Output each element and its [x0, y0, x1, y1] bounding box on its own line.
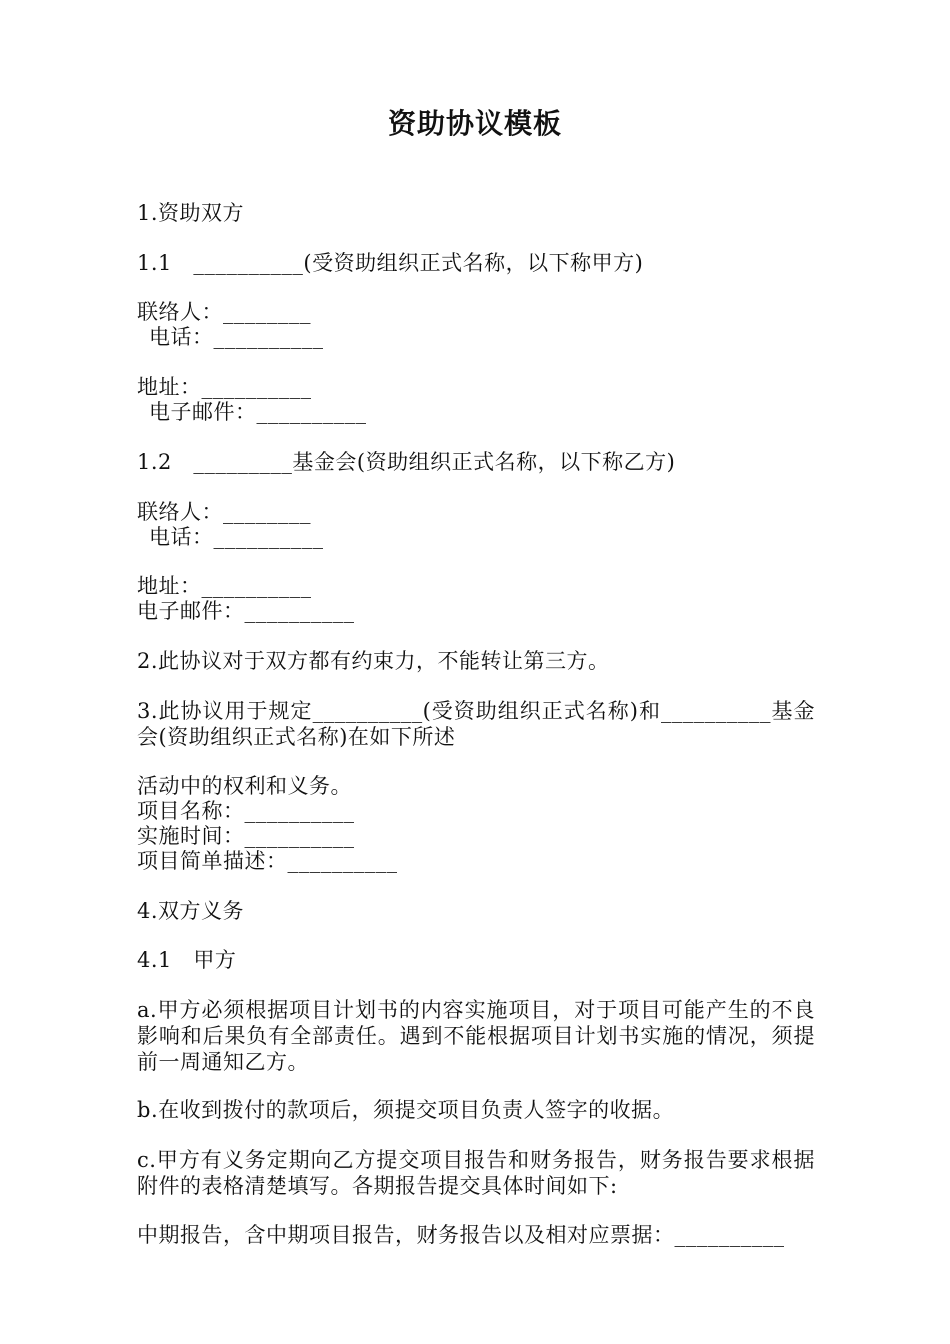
section-3-purpose: 3.此协议用于规定__________(受资助组织正式名称)和__________基金会(资助组织正式名称)在如下所述: [137, 699, 815, 749]
obligation-c: c.甲方有义务定期向乙方提交项目报告和财务报告，财务报告要求根据附件的表格清楚填写。各期报告提交具体时间如下:: [137, 1148, 815, 1198]
section-2-binding: 2.此协议对于双方都有约束力，不能转让第三方。: [137, 649, 610, 673]
implementation-time-field: 实施时间：__________: [137, 824, 355, 848]
midterm-report-line: 中期报告，含中期项目报告，财务报告以及相对应票据：__________: [137, 1223, 785, 1247]
section-4-1-party-a: 4.1 甲方: [137, 948, 237, 972]
party-a-contact: 联络人：________: [137, 300, 311, 324]
obligation-a: a.甲方必须根据项目计划书的内容实施项目，对于项目可能产生的不良影响和后果负有全部责任。遇到不能根据项目计划书实施的情况，须提前一周通知乙方。: [137, 998, 815, 1074]
section-4-heading: 4.双方义务: [137, 899, 245, 923]
activity-rights-line: 活动中的权利和义务。: [137, 774, 352, 798]
document-title: 资助协议模板: [387, 107, 562, 140]
obligation-b: b.在收到拨付的款项后，须提交项目负责人签字的收据。: [137, 1098, 675, 1122]
party-a-email: 电子邮件：__________: [149, 400, 367, 424]
party-b-phone: 电话：__________: [149, 525, 324, 549]
party-a-phone: 电话：__________: [149, 325, 324, 349]
section-1-2-party-b: 1.2 _________基金会(资助组织正式名称，以下称乙方): [137, 450, 676, 474]
project-description-field: 项目简单描述：__________: [137, 849, 398, 873]
section-1-1-party-a: 1.1 __________(受资助组织正式名称，以下称甲方): [137, 251, 644, 275]
party-b-email: 电子邮件：__________: [137, 599, 355, 623]
section-1-heading: 1.资助双方: [137, 201, 245, 225]
project-name-field: 项目名称：__________: [137, 799, 355, 823]
party-a-address: 地址：__________: [137, 375, 312, 399]
party-b-contact: 联络人：________: [137, 500, 311, 524]
party-b-address: 地址：__________: [137, 574, 312, 598]
